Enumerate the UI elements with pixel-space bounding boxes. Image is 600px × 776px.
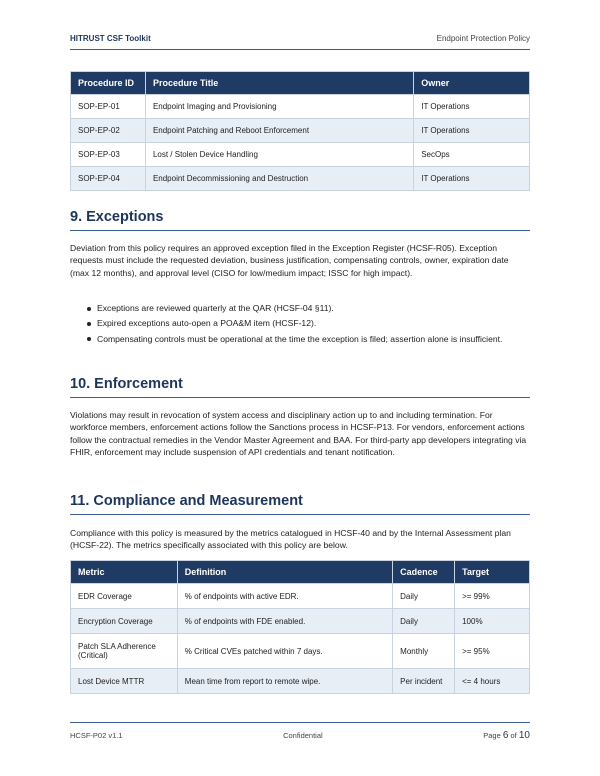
metric-cadence-cell: Per incident [393, 669, 455, 694]
metric-cadence-cell: Monthly [393, 634, 455, 669]
table-row [71, 95, 530, 119]
metric-name-cell: Patch SLA Adherence (Critical) [71, 634, 178, 669]
metric-definition-cell: % of endpoints with active EDR. [177, 584, 392, 609]
enforcement-heading: 10. Enforcement [70, 376, 530, 398]
procedure-owner-cell: SecOps [414, 143, 530, 167]
list-item: Expired exceptions auto-open a POA&M item (HCSF-12). [70, 317, 530, 329]
table-header-row [71, 72, 530, 95]
total-page-count: 10 [518, 730, 530, 741]
table-row [71, 669, 530, 694]
metric-cadence-cell: Daily [393, 609, 455, 634]
metric-definition-cell: % Critical CVEs patched within 7 days. [177, 634, 392, 669]
procedure-title-cell: Lost / Stolen Device Handling [145, 143, 413, 167]
column-header: Procedure Title [145, 72, 413, 95]
procedure-id-cell: SOP-EP-04 [71, 167, 146, 191]
footer-doc-version: HCSF-P02 v1.1 [70, 731, 123, 740]
column-header: Cadence [393, 561, 455, 584]
table-row [71, 609, 530, 634]
procedure-id-cell: SOP-EP-02 [71, 119, 146, 143]
metric-target-cell: 100% [455, 609, 530, 634]
metric-target-cell: >= 99% [455, 584, 530, 609]
column-header: Owner [414, 72, 530, 95]
table-row [71, 143, 530, 167]
page-footer [70, 722, 530, 741]
page-number [483, 730, 530, 741]
exceptions-bullet-list [70, 302, 530, 348]
column-header: Definition [177, 561, 392, 584]
footer-classification: Confidential [283, 731, 323, 740]
table-row [71, 634, 530, 669]
table-header-row [71, 561, 530, 584]
metric-definition-cell: Mean time from report to remote wipe. [177, 669, 392, 694]
metric-name-cell: Encryption Coverage [71, 609, 178, 634]
compliance-heading: 11. Compliance and Measurement [70, 493, 530, 515]
procedures-table [70, 71, 530, 191]
column-header: Metric [71, 561, 178, 584]
metric-target-cell: <= 4 hours [455, 669, 530, 694]
page-of-label: of [510, 731, 517, 740]
header-policy-title: Endpoint Protection Policy [436, 34, 530, 43]
procedure-id-cell: SOP-EP-01 [71, 95, 146, 119]
metric-cadence-cell: Daily [393, 584, 455, 609]
procedure-title-cell: Endpoint Patching and Reboot Enforcement [145, 119, 413, 143]
metric-name-cell: EDR Coverage [71, 584, 178, 609]
compliance-body: Compliance with this policy is measured by the metrics catalogued in HCSF-40 and by the Internal Assessment plan (HCSF-22). The metrics specifically associated with this policy are below. [70, 528, 511, 551]
procedure-title-cell: Endpoint Decommissioning and Destruction [145, 167, 413, 191]
page-header [70, 34, 530, 50]
page-label: Page [483, 731, 501, 740]
procedure-owner-cell: IT Operations [414, 95, 530, 119]
table-row [71, 167, 530, 191]
metric-definition-cell: % of endpoints with FDE enabled. [177, 609, 392, 634]
exceptions-body: Deviation from this policy requires an approved exception filed in the Exception Register (HCSF-R05). Exception requests must include the requested deviation, business justification, compensating controls, owner, expiration date (max 12 months), and approval level (CISO for low/medium impact; ISSC for high impact). [70, 243, 509, 278]
list-item: Compensating controls must be operational at the time the exception is filed; assertion alone is insufficient. [70, 333, 530, 345]
enforcement-body: Violations may result in revocation of system access and disciplinary action up to and including termination. For workforce members, enforcement actions follow the Sanctions process in HCSF-P13. For vendors, enforcement actions follow the contractual remedies in the Vendor Master Agreement and BAA. For third-party app developers integrating via FHIR, enforcement may include suspension of API credentials and tenant notification. [70, 410, 527, 458]
header-doc-series: HITRUST CSF Toolkit [70, 34, 151, 43]
procedure-owner-cell: IT Operations [414, 119, 530, 143]
procedure-owner-cell: IT Operations [414, 167, 530, 191]
metrics-table [70, 560, 530, 694]
table-row [71, 119, 530, 143]
current-page-number: 6 [502, 730, 509, 741]
metric-target-cell: >= 95% [455, 634, 530, 669]
procedure-title-cell: Endpoint Imaging and Provisioning [145, 95, 413, 119]
column-header: Procedure ID [71, 72, 146, 95]
exceptions-heading: 9. Exceptions [70, 209, 530, 231]
table-row [71, 584, 530, 609]
procedure-id-cell: SOP-EP-03 [71, 143, 146, 167]
column-header: Target [455, 561, 530, 584]
list-item: Exceptions are reviewed quarterly at the QAR (HCSF-04 §11). [70, 302, 530, 314]
metric-name-cell: Lost Device MTTR [71, 669, 178, 694]
